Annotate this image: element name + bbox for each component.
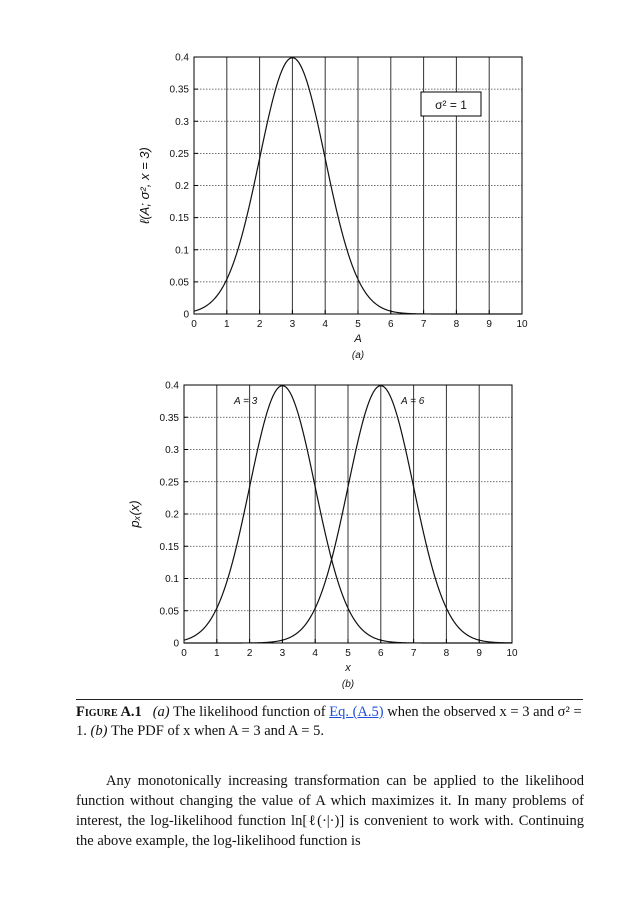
caption-part-a-post: when the observed x = 3 and σ² = 1.: [76, 704, 582, 739]
caption-rule: [76, 699, 583, 700]
x-tick-label: 6: [378, 648, 384, 659]
figure-label: Figure A.1: [76, 704, 142, 720]
y-tick-label: 0.4: [175, 52, 189, 64]
x-axis-label: x: [345, 662, 351, 674]
x-tick-label: 1: [224, 319, 230, 330]
x-tick-label: 8: [443, 648, 450, 659]
y-tick-label: 0.35: [169, 84, 189, 96]
x-tick-label: 5: [355, 319, 361, 330]
series-label-a6: A = 6: [401, 396, 425, 407]
x-tick-label: 3: [279, 648, 286, 659]
y-tick-label: 0.35: [159, 412, 179, 424]
y-tick-label: 0.1: [175, 245, 189, 257]
x-tick-label: 2: [256, 319, 263, 330]
body-paragraph: [76, 771, 584, 851]
y-tick-label: 0.25: [159, 477, 179, 489]
y-tick-label: 0.05: [169, 277, 189, 289]
x-tick-label: 10: [506, 648, 518, 659]
caption-part-b-marker: (b): [90, 723, 108, 739]
y-tick-label: 0: [183, 309, 189, 321]
y-tick-label: 0.4: [165, 380, 179, 392]
x-tick-label: 1: [214, 648, 220, 659]
pdf-chart: [0, 370, 636, 700]
y-tick-label: 0.2: [175, 181, 189, 192]
y-tick-label: 0.3: [165, 445, 179, 456]
figure-caption: [76, 703, 586, 741]
caption-part-a-marker: (a): [152, 704, 170, 720]
x-tick-label: 5: [345, 648, 351, 659]
caption-part-b-text: The PDF of x when A = 3 and A = 5.: [107, 723, 324, 739]
x-tick-label: 2: [246, 648, 253, 659]
y-tick-label: 0.1: [165, 574, 179, 585]
subfigure-label: (b): [341, 679, 355, 690]
x-tick-label: 7: [410, 648, 417, 659]
x-tick-label: 3: [289, 319, 296, 330]
y-tick-label: 0.15: [159, 541, 179, 553]
y-axis-label: ℓ(A; σ², x = 3): [137, 147, 152, 224]
series-label-a3: A = 3: [234, 396, 258, 407]
x-tick-label: 10: [516, 319, 528, 330]
x-tick-label: 9: [476, 648, 482, 659]
y-tick-label: 0.2: [165, 509, 179, 521]
y-tick-label: 0.3: [175, 116, 189, 128]
y-tick-label: 0: [173, 638, 179, 650]
subfigure-label: (a): [351, 350, 365, 361]
likelihood-chart-svg: [0, 40, 636, 370]
caption-part-a-text: The likelihood function of: [169, 704, 330, 720]
y-tick-label: 0.25: [169, 148, 189, 160]
equation-link[interactable]: Eq. (A.5): [329, 704, 384, 720]
x-tick-label: 8: [453, 319, 460, 330]
x-tick-label: 6: [388, 319, 394, 330]
paragraph-text: Any monotonically increasing transformation can be applied to the likelihood function without changing the value of A which maximizes it. In many problems of interest, the log-likelihood function ln[ℓ(·|·)] is convenient to work with. Continuing the above example, the log-likelihood function is: [76, 773, 584, 849]
likelihood-chart: [0, 40, 636, 370]
y-tick-label: 0.15: [169, 213, 189, 225]
x-tick-label: 9: [486, 319, 492, 330]
x-tick-label: 4: [322, 319, 328, 330]
y-axis-label: pₓ(x): [127, 500, 142, 528]
y-tick-label: 0.05: [159, 606, 179, 618]
x-tick-label: 0: [191, 319, 197, 330]
legend-text: σ² = 1: [435, 98, 467, 112]
x-tick-label: 0: [181, 648, 187, 659]
pdf-chart-svg: [0, 370, 636, 700]
x-tick-label: 7: [420, 319, 427, 330]
x-tick-label: 4: [312, 648, 318, 659]
x-axis-label: A: [354, 333, 362, 345]
